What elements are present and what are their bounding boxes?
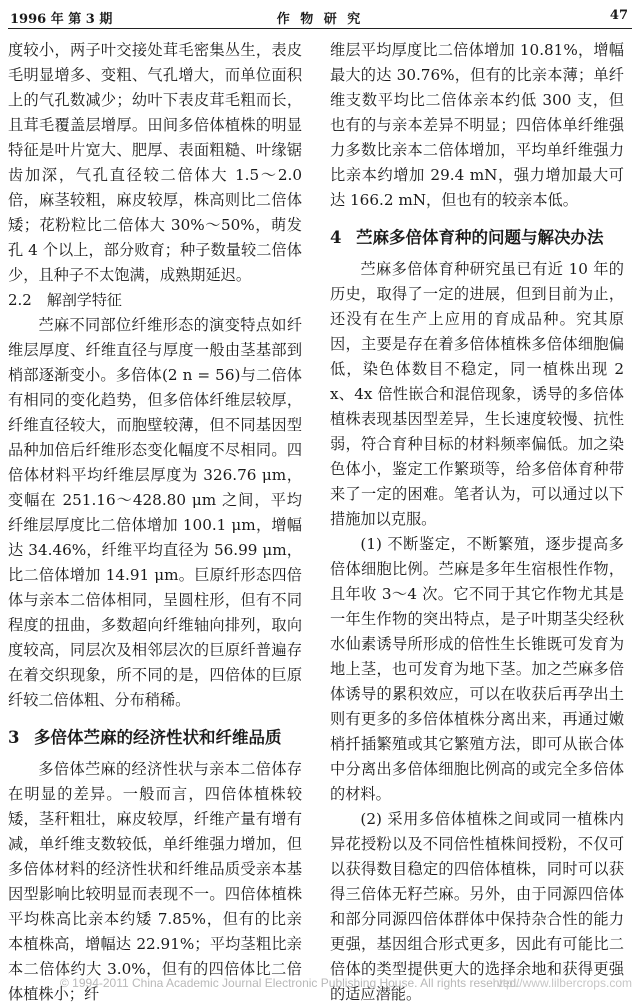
right-column [330,38,624,1007]
copyright-footer [60,976,632,994]
journal-title: 作 物 研 究 [276,12,364,27]
paragraph: 度较小，两子叶交接处茸毛密集丛生，表皮毛明显增多、变粗、气孔增大，而单位面积上的气孔数减少；幼叶下表皮茸毛粗而长，且茸毛覆盖层增厚。田间多倍体植株的明显特征是叶片宽大、肥厚、表面粗糙、叶缘锯齿加深，气孔直径较二倍体大 1.5～2.0 倍，麻茎较粗，麻皮较厚，株高则比二倍体矮；花粉粒比二倍体大 30%～50%，萌发孔 4 个以上，部分败育；种子数量较二倍体少，且种子不太饱满，成熟期延迟。 [8,41,302,284]
paragraph: (1) 不断鉴定，不断繁殖，逐步提高多倍体细胞比例。苎麻是多年生宿根性作物，且年收 3～4 次。它不同于其它作物尤其是一年生作物的突出特点，是子叶期茎尖经秋水仙素诱导所形成的倍性生长锥既可发育为地上茎，也可发育为地下茎。加之苎麻多倍体诱导的累积效应，可以在收获后再孕出土则有更多的多倍体植株分离出来，再通过嫩梢扦插繁殖或其它繁殖方法，即可从嵌合体中分离出多倍体细胞比例高的或完全多倍体的材料。 [330,535,624,803]
section-title: 苎麻多倍体育种的问题与解决办法 [356,228,604,247]
paragraph: 苎麻多倍体育种研究虽已有近 10 年的历史，取得了一定的进展，但到目前为止，还没有在生产上应用的育成品种。究其原因，主要是存在着多倍体植株多倍体细胞偏低，染色体数目不稳定，同一植株出现 2 x、4x 倍性嵌合和混倍现象，诱导的多倍体植株表现基因型差异，生长速度较慢、抗性弱，符合育种目标的材料频率偏低。加之染色体小，鉴定工作繁琐等，给多倍体育种带来了一定的困难。笔者认为，可以通过以下措施加以克服。 [330,260,624,528]
paragraph: 多倍体苎麻的经济性状与亲本二倍体存在明显的差异。一般而言，四倍体植株较矮，茎秆粗壮，麻皮较厚，纤维产量有增有减，单纤维支数较低，单纤维强力增加，但多倍体材料的经济性状和纤维品质受亲本基因型影响比较明显而表现不一。四倍体植株平均株高比亲本约矮 7.85%，但有的比亲本植株高，增幅达 22.91%；平均茎粗比亲本二倍体约大 3.0%，但有的四倍体比二倍体植株小；纤 [8,760,302,1003]
section-heading [330,223,624,253]
paragraph: (2) 采用多倍体植株之间或同一植株内异花授粉以及不同倍性植株间授粉，不仅可以获得数目稳定的四倍体植株，同时可以获得三倍体无籽苎麻。另外，由于同源四倍体和部分同源四倍体群体中保持杂合性的能力更强，基因组合形式更多，因此有可能比二倍体的类型提供更大的选择余地和获得更强的适应潜能。 [330,810,624,1003]
section-title: 多倍体苎麻的经济性状和纤维品质 [34,728,282,747]
copyright-text: © 1994-2011 China Academic Journal Electronic Publishing House. All rights reserved. [60,976,520,990]
paragraph: 维层平均厚度比二倍体增加 10.81%，增幅最大的达 30.76%，但有的比亲本薄；单纤维支数平均比二倍体亲本约低 300 支，但也有的与亲本差异不明显；四倍体单纤维强力多数比亲本二倍体增加，平均单纤维强力比亲本约增加 29.4 mN，强力增加最大可达 166.2 mN，但也有的较亲本低。 [330,41,624,209]
paragraph: 苎麻不同部位纤维形态的演变特点如纤维层厚度、纤维直径与厚度一般由茎基部到梢部逐渐变小。多倍体(2 n = 56)与二倍体有相同的变化趋势，但多倍体纤维层较厚，纤维直径较大，而胞壁较薄，但不同基因型品种加倍后纤维形态变化幅度不尽相同。四倍体材料平均纤维层厚度为 326.76 μm，变幅在 251.16～428.80 μm 之间，平均纤维层厚度比二倍体增加 100.1 μm，增幅达 34.46%，纤维平均直径为 56.99 μm，比二倍体增加 14.91 μm。巨原纤形态四倍体与亲本二倍体相同，呈圆柱形，但有不同程度的扭曲，多数超向纤维轴向排列，取向度较高，同层次及相邻层次的巨原纤普遍存在着交织现象，所不同的是，四倍体的巨原纤较二倍体粗、分布稍稀。 [8,316,302,709]
journal-issue: 1996 年 第 3 期 [10,12,113,27]
subsection-heading: 2.2 解剖学特征 [8,291,122,309]
section-number: 4 [330,228,342,247]
page-number: 47 [609,8,628,23]
section-number: 3 [8,728,20,747]
watermark-url: http://www.lilbercrops.com [492,976,632,990]
section-heading [8,723,302,753]
running-header [8,4,632,29]
left-column [8,38,302,1007]
